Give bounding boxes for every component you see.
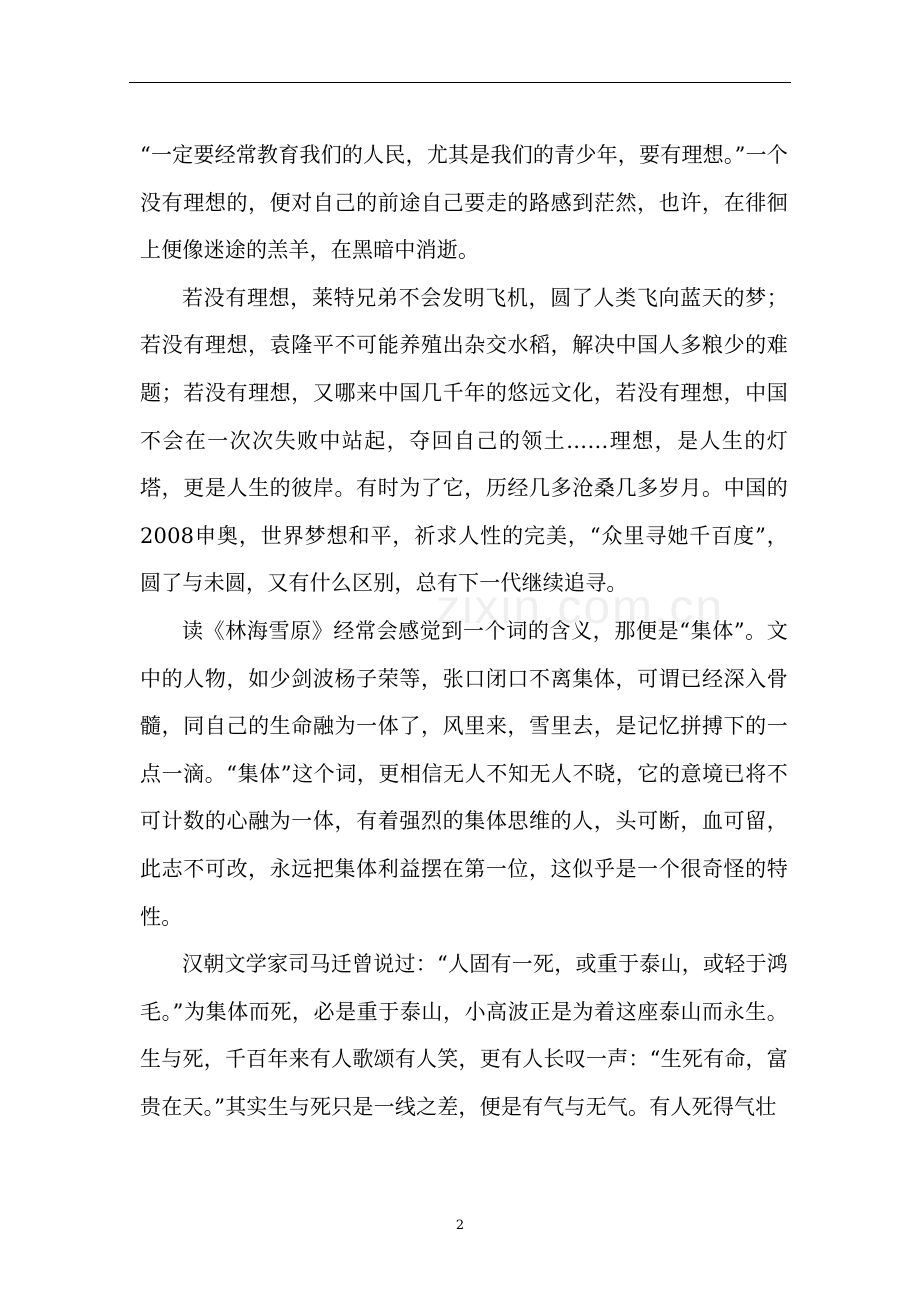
header-rule bbox=[129, 82, 791, 83]
paragraph-2: 若没有理想，莱特兄弟不会发明飞机，圆了人类飞向蓝天的梦；若没有理想，袁隆平不可能养殖出杂交水稻，解决中国人多粮少的难题；若没有理想，又哪来中国几千年的悠远文化，若没有理想，中国不会在一次次失败中站起，夺回自己的领土……理想，是人生的灯塔，更是人生的彼岸。有时为了它，历经几多沧桑几多岁月。中国的2008申奥，世界梦想和平，祈求人性的完美，“众里寻她千百度”，圆了与未圆，又有什么区别，总有下一代继续追寻。 bbox=[140, 285, 788, 596]
watermark: zixin.com.cn bbox=[436, 581, 725, 634]
paragraph-1: “一定要经常教育我们的人民，尤其是我们的青少年，要有理想。”一个没有理想的，便对自己的前途自己要走的路感到茫然，也许，在徘徊上便像迷途的羔羊，在黑暗中消逝。 bbox=[140, 143, 788, 263]
page-number: 2 bbox=[455, 1218, 465, 1233]
paragraph-3: 读《林海雪原》经常会感觉到一个词的含义，那便是“集体”。文中的人物，如少剑波杨子荣等，张口闭口不离集体，可谓已经深入骨髓，同自己的生命融为一体了，风里来，雪里去，是记忆拼搏下的一点一滴。“集体”这个词，更相信无人不知无人不晓，它的意境已将不可计数的心融为一体，有着强烈的集体思维的人，头可断，血可留，此志不可改，永远把集体利益摆在第一位，这似乎是一个很奇怪的特性。 bbox=[140, 618, 788, 929]
paragraph-4: 汉朝文学家司马迁曾说过：“人固有一死，或重于泰山，或轻于鸿毛。”为集体而死，必是重于泰山，小高波正是为着这座泰山而永生。生与死，千百年来有人歌颂有人笑，更有人长叹一声：“生死有命，富贵在天。”其实生与死只是一线之差，便是有气与无气。有人死得气壮 bbox=[140, 952, 788, 1119]
body-text bbox=[140, 132, 788, 1131]
